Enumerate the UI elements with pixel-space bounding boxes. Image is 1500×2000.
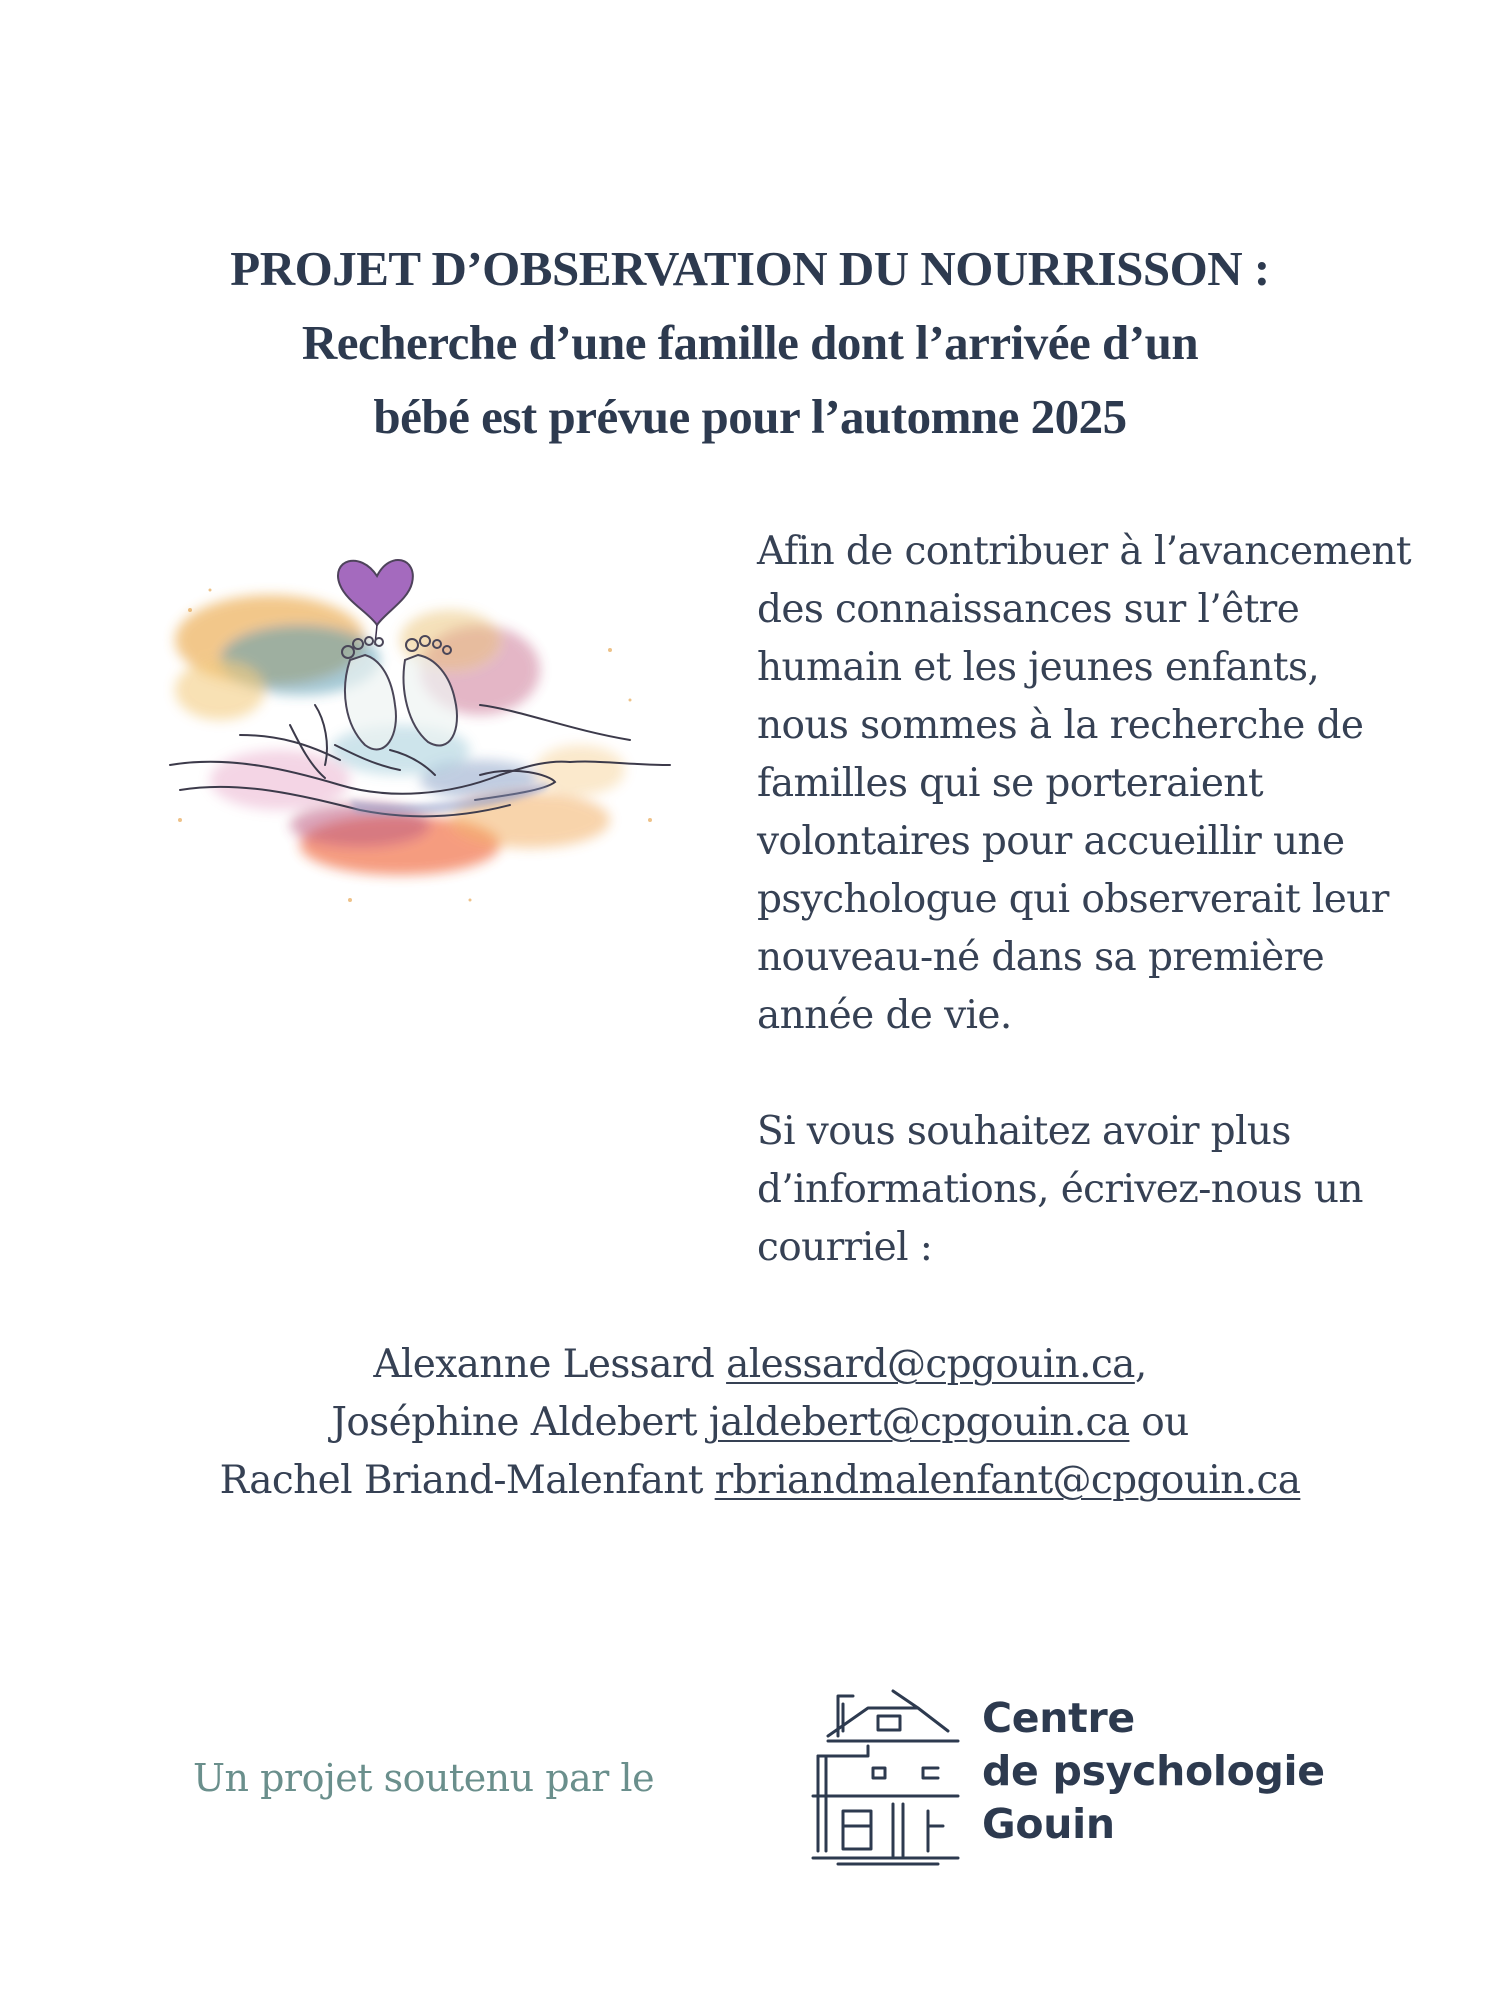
paragraph-line: année de vie. bbox=[757, 993, 1012, 1038]
contact-suffix: ou bbox=[1129, 1400, 1189, 1445]
house-line-drawing-icon bbox=[808, 1686, 970, 1866]
contact-name: Alexanne Lessard bbox=[373, 1342, 715, 1387]
paragraph-gap bbox=[757, 1045, 1397, 1103]
contact-row bbox=[0, 1394, 1500, 1452]
paragraph-line: d’informations, écrivez-nous un bbox=[757, 1167, 1363, 1212]
contact-name: Joséphine Aldebert bbox=[331, 1400, 697, 1445]
paragraph-line: humain et les jeunes enfants, bbox=[757, 645, 1320, 690]
logo-line-3: Gouin bbox=[982, 1800, 1115, 1848]
paragraph-line: Si vous souhaitez avoir plus bbox=[757, 1109, 1291, 1154]
contact-row bbox=[0, 1452, 1500, 1510]
contact-email-link[interactable]: alessard@cpgouin.ca bbox=[726, 1342, 1135, 1387]
paragraph-line: Afin de contribuer à l’avancement bbox=[757, 529, 1411, 574]
contact-email-link[interactable]: jaldebert@cpgouin.ca bbox=[708, 1400, 1130, 1445]
logo-line-1: Centre bbox=[982, 1694, 1135, 1742]
support-text: Un projet soutenu par le bbox=[193, 1756, 655, 1800]
contact-row bbox=[0, 1336, 1500, 1394]
title-line-2: Recherche d’une famille dont l’arrivée d’un bbox=[301, 315, 1199, 370]
paragraph-line: des connaissances sur l’être bbox=[757, 587, 1300, 632]
contacts-list bbox=[0, 1336, 1500, 1510]
paragraph-line: volontaires pour accueillir une bbox=[757, 819, 1345, 864]
paragraph-line: nouveau-né dans sa première bbox=[757, 935, 1325, 980]
watercolor-hands-baby-feet-illustration bbox=[150, 520, 680, 950]
contact-suffix: , bbox=[1134, 1342, 1147, 1387]
title-line-3: bébé est prévue pour l’automne 2025 bbox=[373, 389, 1127, 444]
paragraph-line: courriel : bbox=[757, 1225, 933, 1270]
paragraph-line: nous sommes à la recherche de bbox=[757, 703, 1364, 748]
contact-email-link[interactable]: rbriandmalenfant@cpgouin.ca bbox=[714, 1458, 1301, 1503]
paragraph-line: familles qui se porteraient bbox=[757, 761, 1263, 806]
contact-name: Rachel Briand-Malenfant bbox=[219, 1458, 703, 1503]
title-line-1: PROJET D’OBSERVATION DU NOURRISSON : bbox=[230, 241, 1270, 296]
logo-line-2: de psychologie bbox=[982, 1747, 1325, 1795]
body-text bbox=[757, 523, 1411, 1277]
logo-wordmark bbox=[982, 1692, 1325, 1851]
page-title bbox=[0, 232, 1500, 454]
paragraph-line: psychologue qui observerait leur bbox=[757, 877, 1389, 922]
